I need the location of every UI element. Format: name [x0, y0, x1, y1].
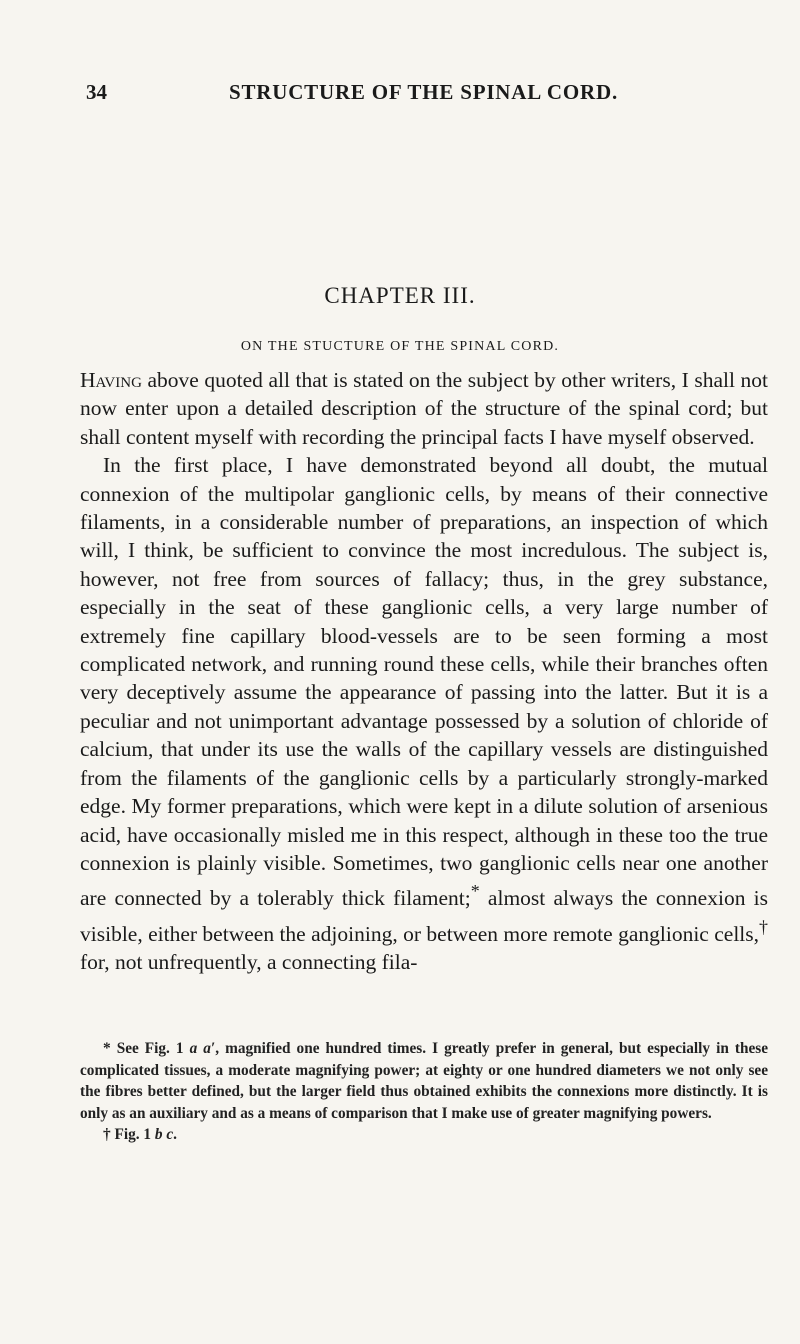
footnote-1-prefix: See Fig. 1 — [116, 1040, 190, 1057]
footnote-1-text: , magnified one hundred times. I greatly prefer in general, but especially in these complicated tissues, a moderate magnifying power; at eighty or one hundred diameters we not only see the fibres better defined, but the larger field thus obtained exhibits the connexions more distinctly. It is only as an auxiliary and as a means of comparison that I make use of greater magnifying powers. — [80, 1040, 768, 1122]
footnotes — [80, 1038, 768, 1146]
paragraph-1-text: above quoted all that is stated on the subject by other writers, I shall not now enter upon a detailed description of the structure of the spinal cord; but shall content myself with recording the principal facts I have myself observed. — [80, 368, 768, 449]
running-head — [86, 80, 766, 110]
chapter-title: CHAPTER III. — [324, 283, 476, 308]
footnote-1-mark: * — [103, 1040, 117, 1057]
footnote-2-text: . — [173, 1126, 177, 1144]
footnote-1 — [80, 1038, 768, 1124]
footnote-2-figure-ref: b c — [154, 1126, 174, 1144]
paragraph-lead-word: Having — [80, 368, 142, 392]
paragraph-2 — [80, 451, 768, 977]
chapter-subtitle: ON THE STUCTURE OF THE SPINAL CORD. — [240, 339, 560, 354]
footnote-2-mark: † — [103, 1126, 115, 1144]
running-head-title: STRUCTURE OF THE SPINAL CORD. — [229, 80, 619, 104]
paragraph-2-text-c: for, not unfrequently, a connecting fila- — [80, 950, 418, 975]
page-number: 34 — [86, 80, 107, 104]
paragraph-1 — [80, 366, 768, 451]
paragraph-2-text-b: almost always the connexion is visible, either between the adjoining, or between more remote ganglionic cells, — [80, 886, 769, 947]
paragraph-2-text-a: In the first place, I have demonstrated beyond all doubt, the mutual connexion of the multipolar ganglionic cells, by means of their connective filaments, in a considerable number of preparations, an inspection of which will, I think, be sufficient to convince the most incredulous. The subject is, however, not free from sources of fallacy; thus, in the grey substance, especially in the seat of these ganglionic cells, a very large number of extremely fine capillary blood-vessels are to be seen forming a most complicated network, and running round these cells, while their branches often very deceptively assume the appearance of passing into the latter. But it is a peculiar and not unimportant advantage possessed by a solution of chloride of calcium, that under its use the walls of the capillary vessels are distinguished from the filaments of the ganglionic cells by a particularly strongly-marked edge. My former preparations, which were kept in a dilute solution of arsenious acid, have occasionally misled me in this respect, although in these too the true connexion is plainly visible. Sometimes, two ganglionic cells near one another are connected by a tolerably thick filament; — [80, 453, 768, 911]
footnote-1-figure-ref: a a′ — [189, 1040, 216, 1057]
body-text — [80, 366, 768, 977]
footnote-2-prefix: Fig. 1 — [114, 1126, 155, 1144]
footnote-marker-2[interactable]: † — [759, 916, 768, 937]
footnote-marker-1[interactable]: * — [470, 881, 480, 902]
footnote-2 — [80, 1124, 768, 1146]
